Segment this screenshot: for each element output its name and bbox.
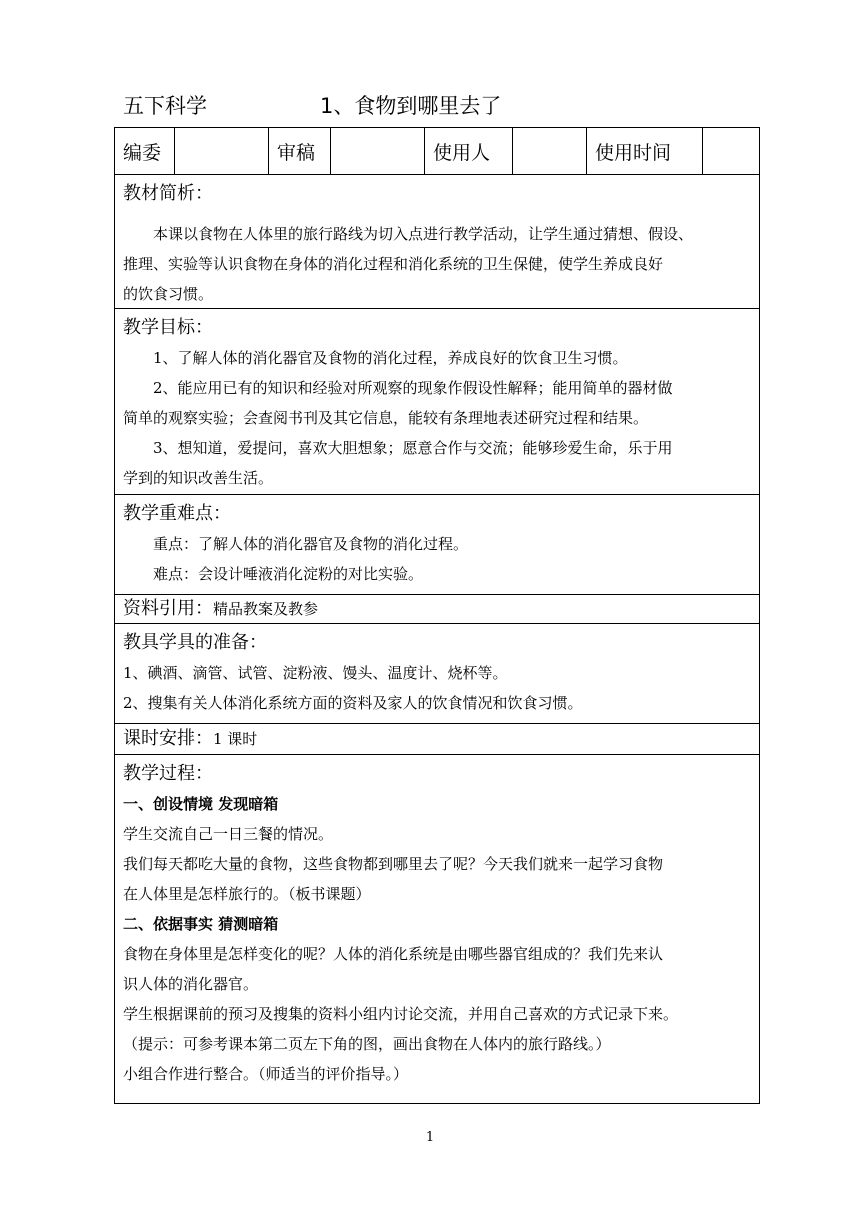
prep-line: 2、搜集有关人体消化系统方面的资料及家人的饮食情况和饮食习惯。 [123, 694, 583, 712]
process-line: 小组合作进行整合。（师适当的评价指导。） [123, 1065, 409, 1083]
step1-heading: 一、创设情境 发现暗箱 [123, 795, 279, 813]
key-points-title: 教学重难点： [123, 503, 231, 524]
time-label: 使用时间 [587, 128, 703, 174]
analysis-line: 推理、实验等认识食物在身体的消化过程和消化系统的卫生保健，使学生养成良好 [123, 255, 664, 273]
key-point-line: 重点：了解人体的消化器官及食物的消化过程。 [153, 535, 469, 553]
editor-value [175, 128, 269, 174]
goals-title: 教学目标： [123, 317, 213, 338]
process-line: （提示：可参考课本第二页左下角的图，画出食物在人体内的旅行路线。） [123, 1035, 611, 1053]
goals-section [115, 309, 759, 495]
reference-title: 资料引用： [123, 598, 213, 619]
reference-value: 精品教案及教参 [213, 600, 319, 618]
prep-section [115, 624, 759, 724]
goal-line: 简单的观察实验；会查阅书刊及其它信息，能较有条理地表述研究过程和结果。 [123, 409, 649, 427]
lesson-title: 1、食物到哪里去了 [320, 94, 502, 118]
review-value [331, 128, 425, 174]
analysis-section [115, 175, 759, 309]
process-line: 学生根据课前的预习及搜集的资料小组内讨论交流，并用自己喜欢的方式记录下来。 [123, 1005, 679, 1023]
goal-line: 3、想知道，爱提问，喜欢大胆想象；愿意合作与交流；能够珍爱生命，乐于用 [153, 439, 673, 457]
reference-section [115, 595, 759, 624]
schedule-title: 课时安排： [123, 728, 213, 749]
step2-heading: 二、依据事实 猜测暗箱 [123, 915, 279, 933]
goal-line: 1、了解人体的消化器官及食物的消化过程，养成良好的饮食卫生习惯。 [153, 349, 628, 367]
schedule-section [115, 724, 759, 755]
page-number: 1 [425, 1130, 435, 1145]
lesson-plan-table [114, 127, 760, 1104]
goal-line: 2、能应用已有的知识和经验对所观察的现象作假设性解释；能用简单的器材做 [153, 379, 673, 397]
time-value [703, 128, 759, 174]
process-line: 在人体里是怎样旅行的。（板书课题） [123, 885, 371, 903]
review-label: 审稿 [269, 128, 331, 174]
document-header [121, 90, 761, 124]
analysis-line: 的饮食习惯。 [123, 285, 214, 303]
process-section [115, 755, 759, 1103]
prep-title: 教具学具的准备： [123, 632, 267, 653]
process-line: 食物在身体里是怎样变化的呢？人体的消化系统是由哪些器官组成的？我们先来认 [123, 945, 664, 963]
subject-title: 五下科学 [123, 94, 207, 118]
schedule-value: 1 课时 [213, 730, 258, 748]
user-value [513, 128, 587, 174]
analysis-title: 教材简析： [123, 183, 213, 204]
analysis-line: 本课以食物在人体里的旅行路线为切入点进行教学活动，让学生通过猜想、假设、 [153, 225, 694, 243]
goal-line: 学到的知识改善生活。 [123, 469, 274, 487]
process-title: 教学过程： [123, 763, 213, 784]
key-point-line: 难点：会设计唾液消化淀粉的对比实验。 [153, 565, 424, 583]
meta-row [115, 128, 759, 175]
key-points-section [115, 495, 759, 595]
prep-line: 1、碘酒、滴管、试管、淀粉液、馒头、温度计、烧杯等。 [123, 664, 508, 682]
user-label: 使用人 [425, 128, 513, 174]
process-line: 我们每天都吃大量的食物，这些食物都到哪里去了呢？今天我们就来一起学习食物 [123, 855, 664, 873]
process-line: 学生交流自己一日三餐的情况。 [123, 825, 334, 843]
editor-label: 编委 [115, 128, 175, 174]
process-line: 识人体的消化器官。 [123, 975, 259, 993]
